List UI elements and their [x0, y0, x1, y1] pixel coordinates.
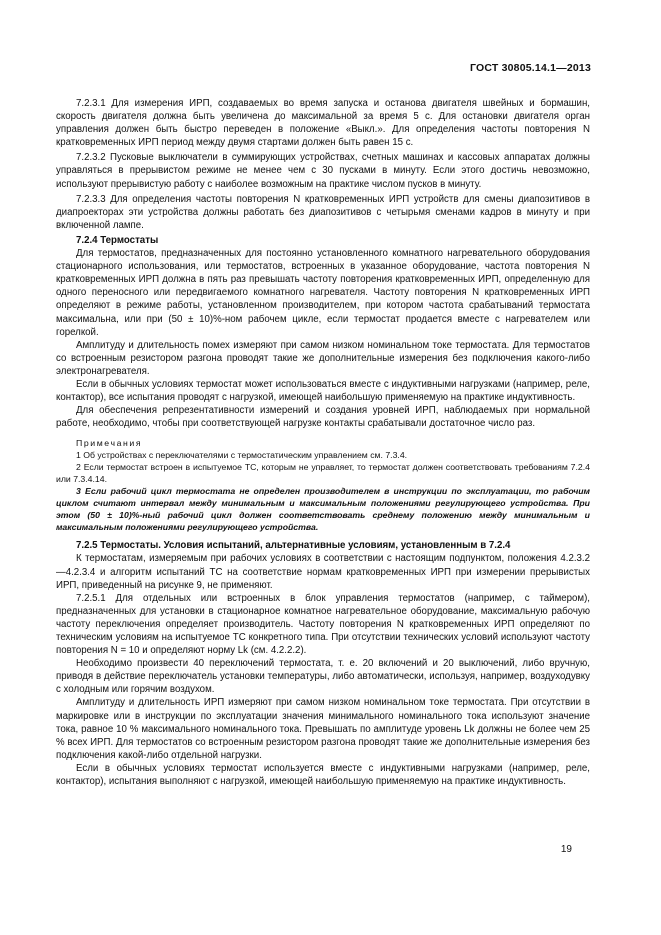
clause-7-2-4-para-2: Амплитуду и длительность помех измеряют при самом низком номинальном токе термостата. Для термостатов со встроенным резистором разгона проводят такие же дополнительные измерения без подключения какого-либо электронагревателя. — [56, 339, 590, 377]
clause-7-2-3-2: 7.2.3.2 Пусковые выключатели в суммирующих устройствах, счетных машинах и кассовых аппаратах должны управляться в прерывистом режиме не менее чем с 30 пусками в минуту. Если этого достичь невозможно, используют прерывистую работу с наиболее возможным на практике числом пусков в минуту. — [56, 152, 590, 190]
clause-7-2-4-para-1: Для термостатов, предназначенных для постоянно установленного комнатного нагревательного оборудования стационарного использования, или термостатов, встроенных в указанное оборудование, частота повторения N кратковременных ИРП должна в пять раз превышать частоту повторения кратковременных ИРП, определенную для одного переносного или передвигаемого комнатного нагревателя. Частоту повторения N кратковременных ИРП определяют в режиме работы, установленном производителем, при котором частота срабатываний термостата максимальна, или при (50 ± 10)%-ном рабочем цикле, если термостат продается вместе с нагревателем или горелкой. — [56, 248, 590, 338]
document-header: ГОСТ 30805.14.1—2013 — [469, 62, 591, 74]
page-number: 19 — [560, 844, 572, 855]
clause-7-2-5-para-2: Необходимо произвести 40 переключений термостата, т. е. 20 включений и 20 выключений, либо вручную, приводя в действие переключатель установки температуры, либо автоматически, используя, например, воздуходувку с холодным или горячим воздухом. — [56, 658, 590, 696]
note-2: 2 Если термостат встроен в испытуемое ТС, которым не управляет, то термостат должен соответствовать требованиям 7.2.4 или 7.3.4.14. — [56, 462, 590, 485]
note-1: 1 Об устройствах с переключателями с термостатическим управлением см. 7.3.4. — [76, 450, 408, 461]
clause-7-2-5-1: 7.2.5.1 Для отдельных или встроенных в блок управления термостатов (например, с таймером), предназначенных для установки в стационарное комнатное нагревательное оборудование, максимальную рабочую частоту переключения определяет производитель. Частоту повторения N кратковременных ИРП определяют по техническим условиям на испытуемое ТС конкретного типа. При отсутствии технических условий используют частоту повторения N = 10 и определяют норму Lk (см. 4.2.2.2). — [56, 592, 590, 657]
heading-7-2-4: 7.2.4 Термостаты — [76, 234, 159, 246]
note-3: 3 Если рабочий цикл термостата не определен производителем в инструкции по эксплуатации, то рабочим циклом считают интервал между минимальным и максимальным положениями регулирующего устройства. При этом (50 ± 10)%-ный рабочий цикл должен соответствовать среднему положению между минимальным и максимальным положениями регулирующего устройства. — [56, 486, 590, 533]
clause-7-2-3-3: 7.2.3.3 Для определения частоты повторения N кратковременных ИРП устройств для смены диапозитивов в диапроекторах эти устройства должны работать без диапозитивов с четырьмя сменами кадров в минуту и при включенной лампе. — [56, 193, 590, 231]
page-body — [56, 97, 590, 788]
clause-7-2-5-para-3: Амплитуду и длительность ИРП измеряют при самом низком номинальном токе термостата. При отсутствии в маркировке или в инструкции по эксплуатации значения минимального номинального тока используют значение тока, равное 10 % максимального номинального тока. Превышать по амплитуде уровень Lk должны не более чем 25 % всех ИРП. Для термостатов со встроенным резистором разгона проводят такие же дополнительные измерения без подключения какой-либо отдельной нагрузки. — [56, 697, 590, 761]
clause-7-2-4-para-3: Если в обычных условиях термостат может использоваться вместе с индуктивными нагрузками (например, реле, контактор), все испытания проводят с нагрузкой, имеющей наибольшую применяемую на практике индуктивность. — [56, 378, 590, 404]
clause-7-2-5-intro: К термостатам, измеряемым при рабочих условиях в соответствии с настоящим подпунктом, положения 4.2.3.2—4.2.3.4 и алгоритм испытаний ТС на соответствие нормам кратковременных ИРП при измерении прерывистых ИРП, приведенный на рисунке 9, не применяют. — [56, 553, 590, 591]
heading-7-2-5: 7.2.5 Термостаты. Условия испытаний, альтернативные условиям, установленным в 7.2.4 — [76, 540, 511, 552]
clause-7-2-3-1: 7.2.3.1 Для измерения ИРП, создаваемых во время запуска и останова двигателя швейных и бормашин, скорость двигателя должна быть увеличена до максимальной за время 5 с. Для остановки двигателя орган управления должен быть быстро переведен в положение «Выкл.». Для определения частоты повторения N кратковременных ИРП период между двумя стартами должен быть равен 15 с. — [56, 98, 590, 149]
notes-block — [56, 437, 590, 533]
notes-title: Примечания — [76, 438, 143, 449]
clause-7-2-4-para-4: Для обеспечения репрезентативности измерений и создания уровней ИРП, наблюдаемых при нормальной работе, необходимо, чтобы при соответствующей нагрузке контакты срабатывали достаточное число раз. — [56, 405, 590, 430]
clause-7-2-5-para-4: Если в обычных условиях термостат используется вместе с индуктивными нагрузками (например, реле, контактор), испытания выполняют с нагрузкой, имеющей наибольшую применяемую на практике индуктивность. — [56, 762, 590, 788]
